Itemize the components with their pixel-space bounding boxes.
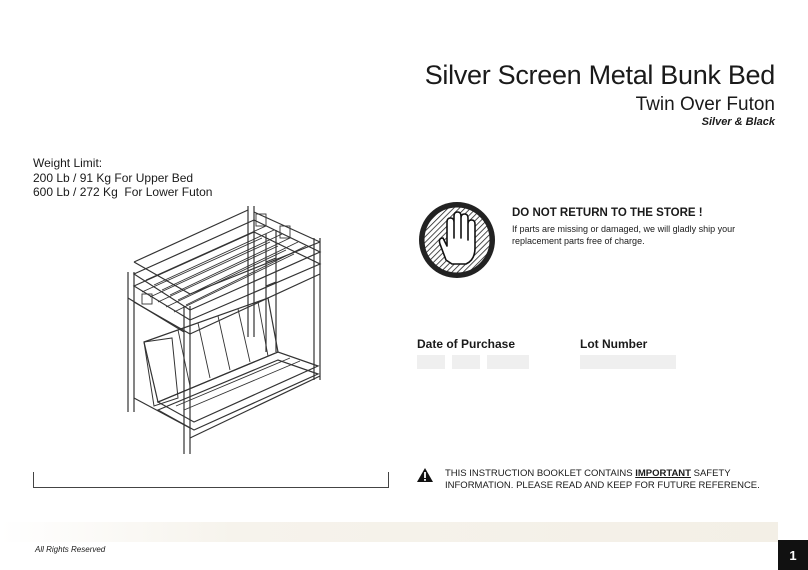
document-title: Silver Screen Metal Bunk Bed (424, 60, 775, 90)
weight-limit-upper: 200 Lb / 91 Kg For Upper Bed (33, 170, 194, 185)
return-warning-body: If parts are missing or damaged, we will gladly ship your replacement parts free of charge. (512, 224, 736, 246)
color-variant: Silver & Black (701, 116, 775, 128)
lot-number-field[interactable] (580, 355, 676, 369)
page-number-badge: 1 (778, 540, 808, 570)
return-warning-title: DO NOT RETURN TO THE STORE ! (512, 207, 703, 219)
document-subtitle: Twin Over Futon (635, 94, 775, 115)
weight-limit-block (33, 156, 212, 200)
safety-notice (445, 468, 785, 492)
weight-limit-heading: Weight Limit: (33, 156, 103, 170)
safety-notice-tail: SAFETY INFORMATION. PLEASE READ AND KEEP FOR FUTURE REFERENCE. (445, 468, 760, 491)
lot-number-label: Lot Number (580, 337, 648, 351)
date-of-purchase-label: Date of Purchase (417, 337, 516, 351)
weight-limit-lower: 600 Lb / 272 Kg For Lower Futon (33, 185, 213, 199)
bunk-bed-illustration (118, 202, 328, 457)
purchase-day-field[interactable] (452, 355, 480, 369)
illustration-bracket (33, 472, 389, 488)
safety-notice-emphasis: IMPORTANT (635, 468, 691, 479)
purchase-year-field[interactable] (487, 355, 529, 369)
safety-notice-lead: THIS INSTRUCTION BOOKLET CONTAINS (445, 468, 636, 479)
copyright-notice: All Rights Reserved (35, 545, 106, 554)
warning-triangle-icon (416, 467, 434, 483)
footer-band (0, 522, 778, 542)
stop-hand-icon (416, 200, 498, 280)
purchase-month-field[interactable] (417, 355, 445, 369)
